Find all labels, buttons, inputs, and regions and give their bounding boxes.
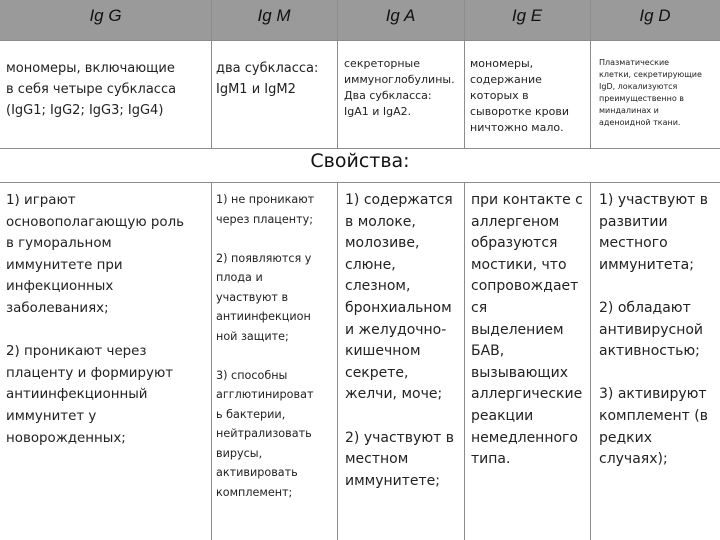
properties-igg: 1) играют основополагающую роль в гуморальном иммунитете при инфекционных заболеваниях; 2) проникают через плаценту и формируют антиинфекционный иммунитет у новорожденных;	[6, 193, 185, 446]
column-divider-1-lower	[211, 182, 212, 540]
definitions-divider	[0, 148, 720, 149]
definition-ige: мономеры, содержание которых в сыворотке крови ничтожно мало.	[470, 57, 569, 134]
properties-igm: 1) не проникают через плаценту; 2) появляются у плода и участвуют в антиинфекцион ной защите; 3) способны агглютинироват ь бактерии, нейтрализовать вирусы, активировать комплемент;	[216, 193, 315, 499]
column-divider-4-lower	[590, 182, 591, 540]
header-igd: Ig D	[639, 6, 671, 25]
definition-iga: секреторные иммуноглобулины. Два субкласса: IgA1 и IgA2.	[344, 57, 455, 118]
properties-iga: 1) содержатся в молоке, молозиве, слюне, слезном, бронхиальном и желудочно- кишечном секрете, желчи, моче; 2) участвуют в местном иммунитете;	[345, 192, 454, 489]
definition-igg: мономеры, включающие в себя четыре субкласса (IgG1; IgG2; IgG3; IgG4)	[6, 61, 177, 118]
properties-ige: при контакте с аллергеном образуются мостики, что сопровождает ся выделением БАВ, вызывающих аллергические реакции немедленного типа.	[471, 192, 583, 468]
header-divider	[0, 40, 720, 41]
properties-divider	[0, 182, 720, 183]
header-igg: Ig G	[89, 6, 122, 25]
column-divider-2-lower	[337, 182, 338, 540]
properties-title: Свойства:	[310, 150, 410, 172]
header-iga: Ig A	[385, 6, 416, 25]
column-divider-3-lower	[464, 182, 465, 540]
definition-igd: Плазматические клетки, секретирующие IgD, локализуются преимущественно в миндалинах и аденоидной ткани.	[599, 58, 702, 127]
header-igm: Ig M	[257, 6, 291, 25]
header-ige: Ig E	[511, 6, 543, 25]
definition-igm: два субкласса: IgM1 и IgM2	[216, 61, 319, 97]
properties-igd: 1) участвуют в развитии местного иммунитета; 2) обладают антивирусной активностью; 3) активируют комплемент (в редких случаях);	[599, 192, 708, 468]
